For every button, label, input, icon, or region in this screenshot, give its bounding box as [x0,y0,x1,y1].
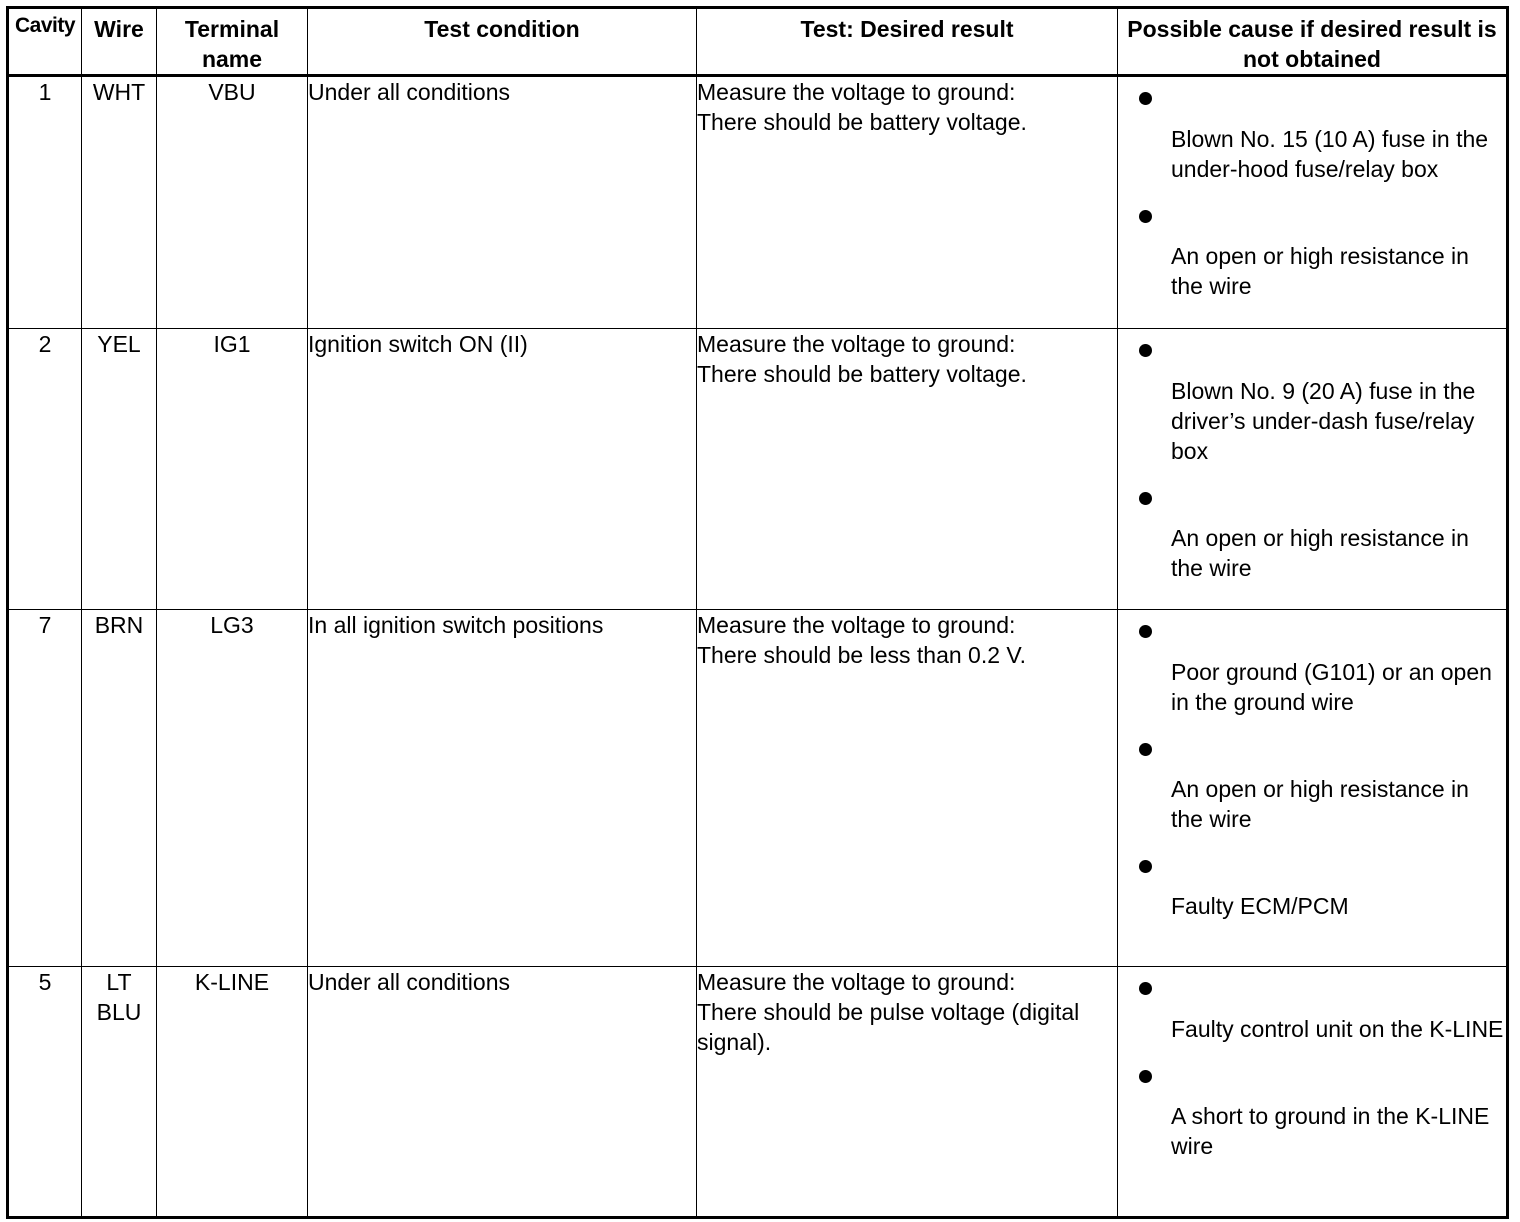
table-row [8,76,1508,329]
cause-text: An open or high resistance in the wire [1171,525,1469,581]
cause-item [1118,481,1506,583]
desired-result-line: There should be battery voltage. [697,109,1027,135]
desired-result-line: Measure the voltage to ground: [697,331,1016,357]
cause-text: An open or high resistance in the wire [1171,776,1469,832]
bullet-dot-icon [1139,743,1152,756]
bullet-dot-icon [1139,1070,1152,1083]
header-cavity: Cavity [8,8,82,76]
cavity-cell: 5 [8,967,82,1218]
wire-cell: WHT [82,76,157,329]
cause-item [1118,1059,1506,1161]
cavity-cell: 2 [8,329,82,610]
desired-result-line: There should be pulse voltage (digital signal). [697,999,1080,1055]
cause-item [1118,849,1506,921]
cause-item [1118,199,1506,301]
possible-cause-cell [1118,76,1508,329]
cause-text: Faulty control unit on the K-LINE [1171,1016,1504,1042]
terminal-name-cell: K-LINE [157,967,308,1218]
cavity-cell: 7 [8,610,82,967]
connector-test-table [6,6,1509,1219]
header-wire: Wire [82,8,157,76]
header-test-condition: Test condition [308,8,697,76]
desired-result-line: Measure the voltage to ground: [697,612,1016,638]
cause-text: Blown No. 9 (20 A) fuse in the driver’s under-dash fuse/relay box [1171,378,1476,464]
bullet-dot-icon [1139,210,1152,223]
wire-cell: LT BLU [82,967,157,1218]
cause-item [1118,610,1506,717]
header-terminal-name: Terminal name [157,8,308,76]
cause-item [1118,732,1506,834]
test-condition-cell: Under all conditions [308,76,697,329]
desired-result-cell [697,967,1118,1218]
cause-item [1118,329,1506,466]
cause-item [1118,967,1506,1044]
desired-result-line: There should be less than 0.2 V. [697,642,1027,668]
table-row [8,610,1508,967]
test-condition-cell: Under all conditions [308,967,697,1218]
table-row [8,967,1508,1218]
desired-result-cell [697,329,1118,610]
cause-text: A short to ground in the K-LINE wire [1171,1103,1490,1159]
possible-cause-cell [1118,329,1508,610]
cause-text: Blown No. 15 (10 A) fuse in the under-hood fuse/relay box [1171,126,1489,182]
terminal-name-cell: LG3 [157,610,308,967]
bullet-dot-icon [1139,92,1152,105]
cause-text: An open or high resistance in the wire [1171,243,1469,299]
bullet-dot-icon [1139,344,1152,357]
cause-item [1118,77,1506,184]
wire-cell: BRN [82,610,157,967]
terminal-name-cell: IG1 [157,329,308,610]
bullet-dot-icon [1139,492,1152,505]
header-possible-cause: Possible cause if desired result is not obtained [1118,8,1508,76]
desired-result-line: Measure the voltage to ground: [697,79,1016,105]
desired-result-line: Measure the voltage to ground: [697,969,1016,995]
possible-cause-cell [1118,610,1508,967]
bullet-dot-icon [1139,625,1152,638]
cause-text: Poor ground (G101) or an open in the ground wire [1171,659,1492,715]
bullet-dot-icon [1139,982,1152,995]
test-condition-cell: In all ignition switch positions [308,610,697,967]
desired-result-cell [697,76,1118,329]
wire-cell: YEL [82,329,157,610]
cause-text: Faulty ECM/PCM [1171,893,1349,919]
bullet-dot-icon [1139,860,1152,873]
cavity-cell: 1 [8,76,82,329]
table-header-row [8,8,1508,76]
test-condition-cell: Ignition switch ON (II) [308,329,697,610]
terminal-name-cell: VBU [157,76,308,329]
possible-cause-cell [1118,967,1508,1218]
desired-result-line: There should be battery voltage. [697,361,1027,387]
header-desired-result: Test: Desired result [697,8,1118,76]
table-row [8,329,1508,610]
desired-result-cell [697,610,1118,967]
